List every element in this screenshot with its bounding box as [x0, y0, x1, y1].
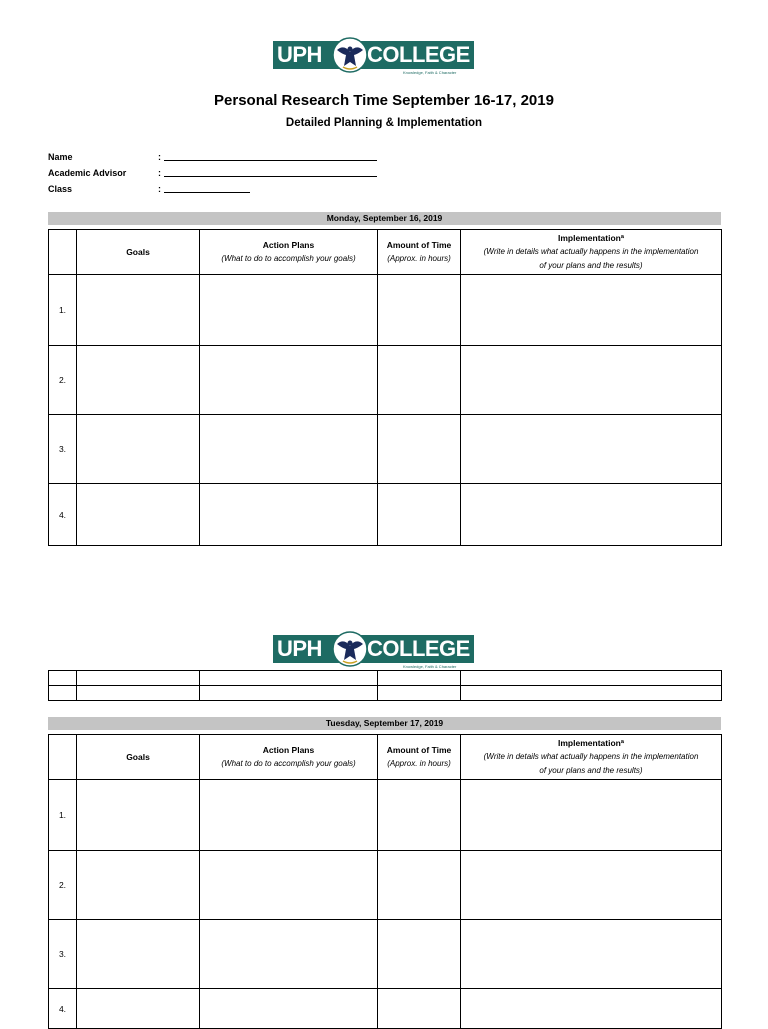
cell[interactable]: [200, 686, 378, 701]
implementation-cell[interactable]: [461, 415, 722, 484]
header-number-cell: [49, 735, 77, 780]
table-row: [49, 671, 722, 686]
goals-cell[interactable]: [77, 780, 200, 851]
table-row: [49, 780, 722, 851]
logo-text-college: COLLEGE: [367, 636, 470, 661]
row-number: 3.: [49, 920, 77, 989]
table-row: [49, 989, 722, 1029]
row-number: 4.: [49, 484, 77, 546]
table-header-row: [49, 735, 722, 780]
table-row: [49, 686, 722, 701]
eagle-emblem-icon: [332, 630, 368, 668]
header-action-plans: [200, 230, 378, 275]
implementation-cell[interactable]: [461, 851, 722, 920]
implementation-cell[interactable]: [461, 346, 722, 415]
amount-of-time-note: (Approx. in hours): [387, 758, 451, 768]
logo-text-uph: UPH: [277, 42, 322, 67]
academic-advisor-label: Academic Advisor: [48, 168, 127, 178]
name-label: Name: [48, 152, 73, 162]
cell[interactable]: [378, 671, 461, 686]
action-plans-cell[interactable]: [200, 346, 378, 415]
goals-cell[interactable]: [77, 989, 200, 1029]
implementation-cell[interactable]: [461, 920, 722, 989]
cell[interactable]: [461, 686, 722, 701]
header-goals: Goals: [77, 230, 200, 275]
implementation-cell[interactable]: [461, 780, 722, 851]
plan-table-monday: [48, 229, 722, 546]
time-cell[interactable]: [378, 346, 461, 415]
day-header-tuesday: Tuesday, September 17, 2019: [48, 717, 721, 730]
time-cell[interactable]: [378, 989, 461, 1029]
cell[interactable]: [49, 671, 77, 686]
name-line[interactable]: [164, 160, 377, 161]
header-action-plans: [200, 735, 378, 780]
class-label: Class: [48, 184, 73, 194]
goals-cell[interactable]: [77, 851, 200, 920]
header-implementation: [461, 735, 722, 780]
action-plans-cell[interactable]: [200, 415, 378, 484]
table-row: [49, 920, 722, 989]
cell[interactable]: [49, 686, 77, 701]
table-row: [49, 415, 722, 484]
class-colon: :: [158, 184, 161, 194]
page-subtitle: Detailed Planning & Implementation: [285, 117, 483, 129]
eagle-emblem-icon: [332, 36, 368, 74]
class-field: [48, 183, 161, 195]
goals-cell[interactable]: [77, 415, 200, 484]
logo-text-college: COLLEGE: [367, 42, 470, 67]
implementation-label: Implementationª: [558, 232, 624, 243]
amount-of-time-label: Amount of Time: [386, 239, 452, 250]
time-cell[interactable]: [378, 780, 461, 851]
amount-of-time-label: Amount of Time: [386, 744, 452, 755]
college-logo: [273, 41, 474, 75]
action-plans-cell[interactable]: [200, 484, 378, 546]
college-logo: [273, 635, 474, 669]
time-cell[interactable]: [378, 275, 461, 346]
row-number: 1.: [49, 275, 77, 346]
implementation-note-1: (Write in details what actually happens in the implementation: [483, 751, 699, 761]
action-plans-label: Action Plans: [262, 744, 315, 755]
implementation-cell[interactable]: [461, 989, 722, 1029]
goals-cell[interactable]: [77, 275, 200, 346]
action-plans-note: (What to do to accomplish your goals): [221, 253, 356, 263]
row-number: 1.: [49, 780, 77, 851]
day-header-monday: Monday, September 16, 2019: [48, 212, 721, 225]
name-colon: :: [158, 152, 161, 162]
name-field: [48, 151, 161, 163]
continuation-table: [48, 670, 722, 701]
time-cell[interactable]: [378, 415, 461, 484]
academic-advisor-line[interactable]: [164, 176, 377, 177]
action-plans-note: (What to do to accomplish your goals): [221, 758, 356, 768]
table-row: [49, 275, 722, 346]
class-line[interactable]: [164, 192, 250, 193]
table-row: [49, 851, 722, 920]
action-plans-cell[interactable]: [200, 780, 378, 851]
goals-cell[interactable]: [77, 920, 200, 989]
cell[interactable]: [200, 671, 378, 686]
cell[interactable]: [77, 686, 200, 701]
goals-cell[interactable]: [77, 346, 200, 415]
logo-tagline: Knowledge, Faith & Character: [403, 664, 457, 669]
table-header-row: [49, 230, 722, 275]
table-row: [49, 484, 722, 546]
logo-tagline: Knowledge, Faith & Character: [403, 70, 457, 75]
implementation-label: Implementationª: [558, 737, 624, 748]
table-row: [49, 346, 722, 415]
cell[interactable]: [77, 671, 200, 686]
cell[interactable]: [378, 686, 461, 701]
plan-table-tuesday: [48, 734, 722, 1029]
header-number-cell: [49, 230, 77, 275]
action-plans-cell[interactable]: [200, 851, 378, 920]
implementation-cell[interactable]: [461, 275, 722, 346]
action-plans-cell[interactable]: [200, 275, 378, 346]
header-amount-of-time: [378, 230, 461, 275]
implementation-note-2: of your plans and the results): [539, 260, 643, 270]
row-number: 3.: [49, 415, 77, 484]
goals-cell[interactable]: [77, 484, 200, 546]
row-number: 2.: [49, 851, 77, 920]
academic-advisor-colon: :: [158, 168, 161, 178]
header-goals: Goals: [77, 735, 200, 780]
header-implementation: [461, 230, 722, 275]
implementation-note-1: (Write in details what actually happens in the implementation: [483, 246, 699, 256]
page-title: Personal Research Time September 16-17, 2019: [214, 92, 554, 109]
action-plans-cell[interactable]: [200, 989, 378, 1029]
time-cell[interactable]: [378, 484, 461, 546]
implementation-cell[interactable]: [461, 484, 722, 546]
academic-advisor-field: [48, 167, 161, 179]
time-cell[interactable]: [378, 851, 461, 920]
implementation-note-2: of your plans and the results): [539, 765, 643, 775]
row-number: 2.: [49, 346, 77, 415]
row-number: 4.: [49, 989, 77, 1029]
cell[interactable]: [461, 671, 722, 686]
action-plans-cell[interactable]: [200, 920, 378, 989]
action-plans-label: Action Plans: [262, 239, 315, 250]
logo-text-uph: UPH: [277, 636, 322, 661]
header-amount-of-time: [378, 735, 461, 780]
amount-of-time-note: (Approx. in hours): [387, 253, 451, 263]
time-cell[interactable]: [378, 920, 461, 989]
